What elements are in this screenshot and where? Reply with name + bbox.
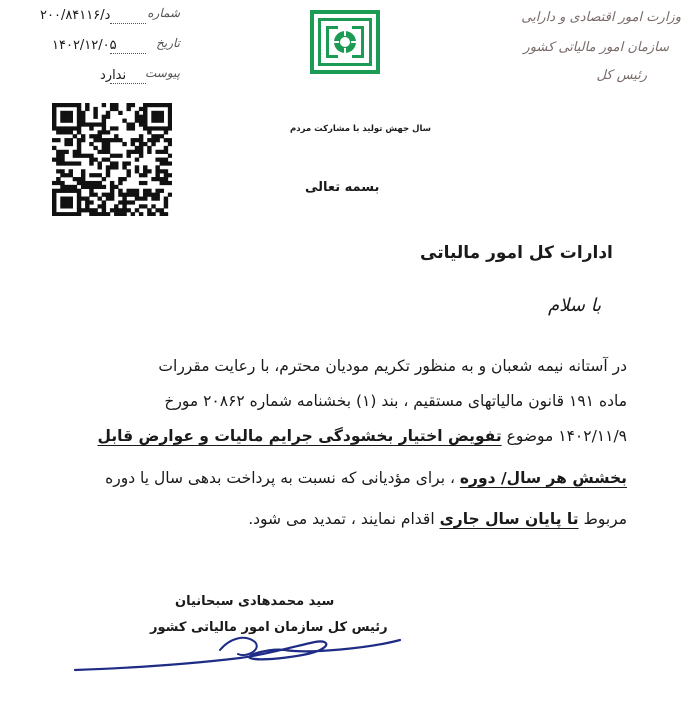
delegation-subject: تفویض اختیار بخشودگی جرایم مالیات و عوارض قابل	[97, 427, 502, 445]
org-name-line1: وزارت امور اقتصادی و دارایی	[521, 10, 681, 25]
org-title-line3: رئیس کل	[596, 68, 647, 83]
body-line-5-end: اقدام نمایند ، تمدید می شود.	[248, 510, 440, 528]
body-line-3-start: ۱۴۰۲/۱۱/۹ موضوع	[501, 427, 627, 445]
body-line-5-start: مربوط	[578, 510, 627, 528]
body-line-2: ماده ۱۹۱ قانون مالیاتهای مستقیم ، بند (۱) بخشنامه شماره ۲۰۸۶۲ مورخ	[164, 392, 627, 410]
letter-attachment-label: پیوست	[145, 66, 180, 80]
qr-code	[52, 103, 172, 216]
letter-date-value: ۱۴۰۲/۱۲/۰۵	[52, 38, 117, 53]
signatory-title: رئیس کل سازمان امور مالیاتی کشور	[150, 620, 388, 635]
body-line-4	[105, 469, 627, 487]
body-line-4-rest: ، برای مؤدیانی که نسبت به پرداخت بدهی سال یا دوره	[105, 469, 460, 487]
forgiveness-scope: بخشش هر سال/ دوره	[459, 469, 627, 487]
bismillah: بسمه تعالی	[305, 180, 380, 195]
year-slogan: سال جهش تولید با مشارکت مردم	[290, 124, 432, 134]
signatory-name: سید محمدهادی سبحانیان	[175, 594, 335, 609]
letter-number-row	[40, 8, 180, 30]
dotted-line	[110, 23, 146, 24]
letter-date-label: تاریخ	[156, 36, 180, 50]
addressee: ادارات کل امور مالیاتی	[420, 243, 613, 263]
dotted-line	[110, 83, 146, 84]
letter-date-row	[40, 38, 180, 60]
dotted-line	[110, 53, 146, 54]
body-line-1: در آستانه نیمه شعبان و به منظور تکریم مودیان محترم، با رعایت مقررات	[158, 357, 627, 375]
letter-number-value: د/۲۰۰/۸۴۱۱۶	[40, 8, 111, 23]
body-line-3	[98, 427, 628, 445]
org-name-line2: سازمان امور مالیاتی کشور	[523, 40, 669, 55]
greeting: با سلام	[548, 295, 602, 316]
handwritten-signature	[70, 628, 410, 688]
tax-organization-logo	[306, 6, 384, 78]
deadline-phrase: تا پایان سال جاری	[439, 510, 579, 528]
letter-attachment-value: ندارد	[100, 68, 127, 83]
letter-number-label: شماره	[147, 6, 180, 20]
body-line-5	[248, 510, 627, 528]
letter-attachment-row	[40, 68, 180, 90]
